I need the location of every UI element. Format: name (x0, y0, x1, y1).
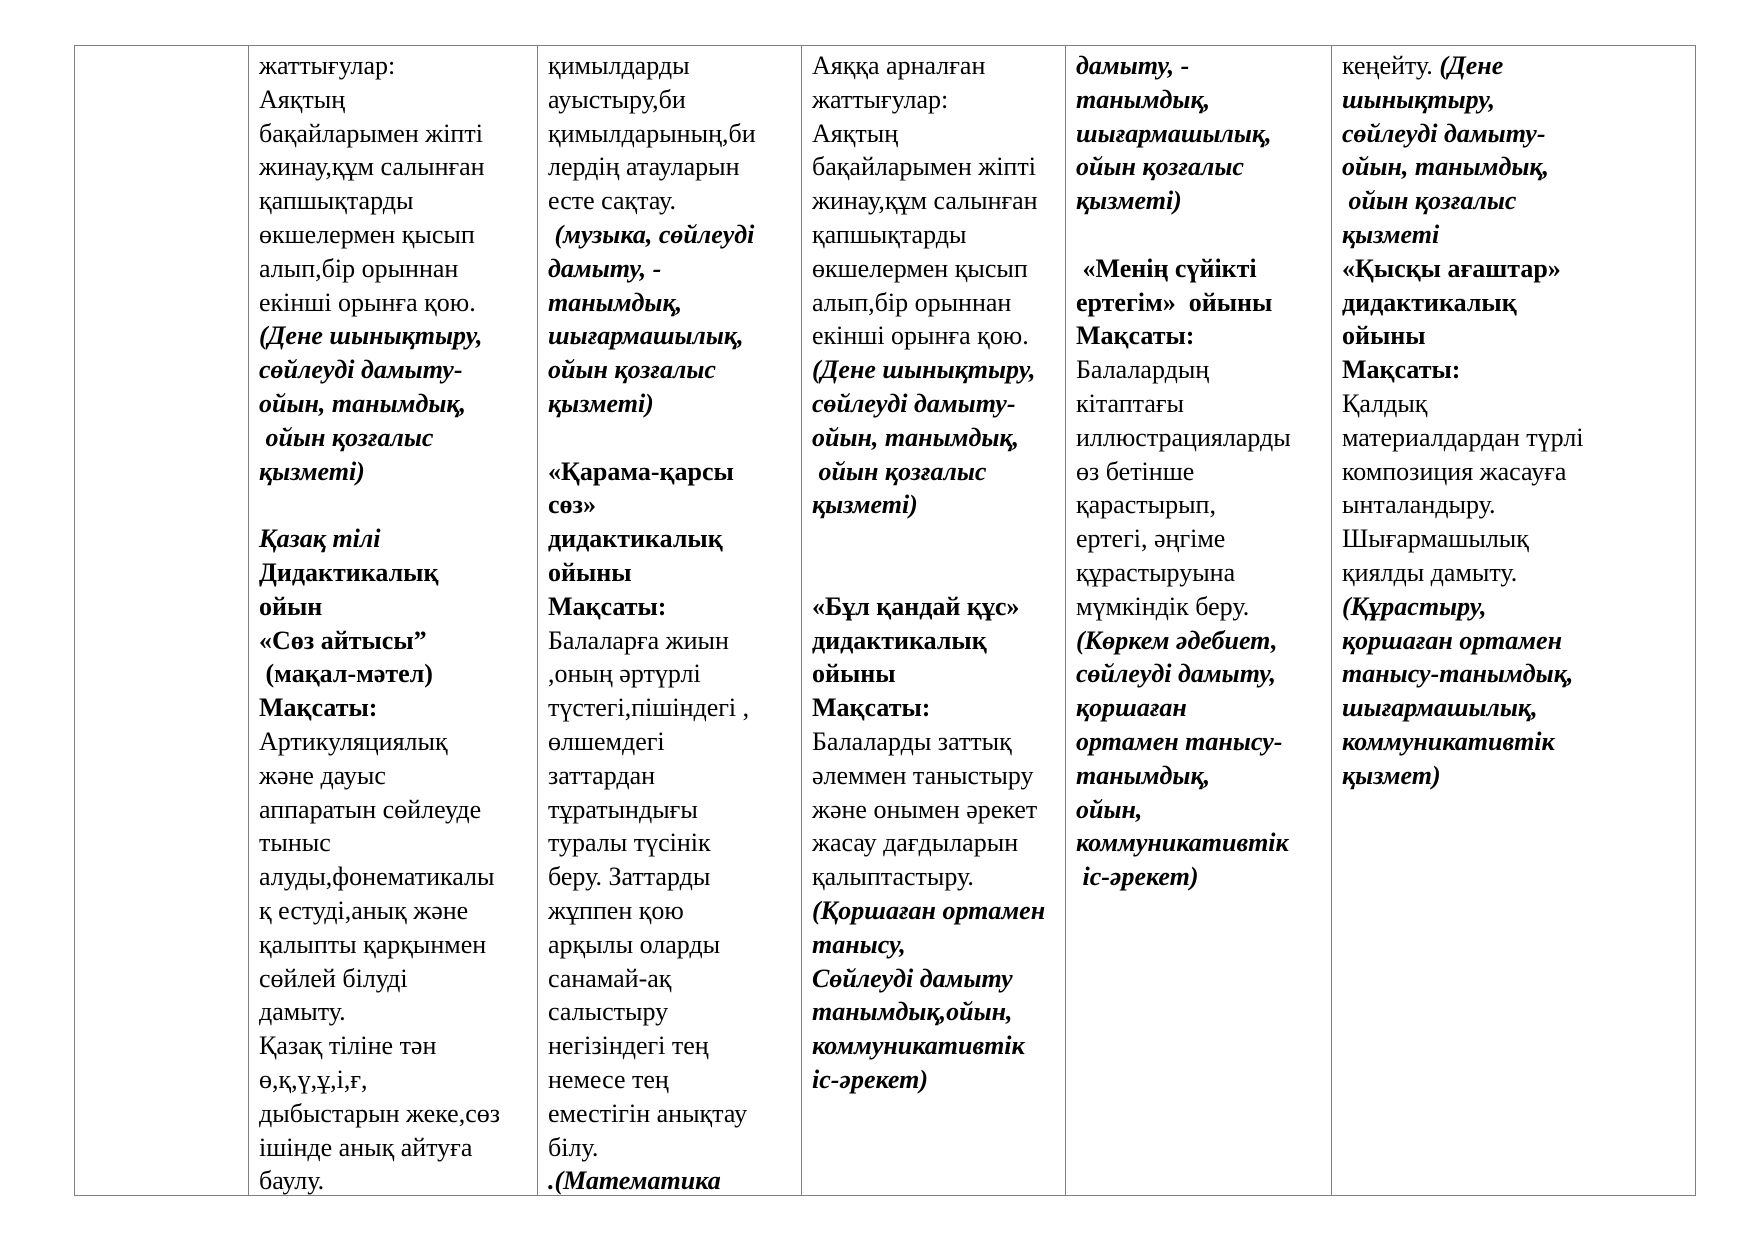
text-line: танымдық, (548, 287, 683, 317)
text-line: сөйлеуді дамыту- (812, 388, 1016, 418)
text-line: Мақсаты: (1342, 355, 1461, 385)
text-line: алып,бір орыннан (259, 253, 459, 283)
text-line: Дидактикалық (259, 557, 439, 587)
text-line: беру. Заттарды (548, 862, 711, 892)
text-line: .(Математика (548, 1166, 721, 1195)
text-line: қызметі) (548, 388, 654, 418)
text-line: «Сөз айтысы” (259, 625, 427, 655)
text-line: тұратындығы (548, 794, 698, 824)
text-line: негізіндегі тең (548, 1031, 709, 1061)
text-line: заттардан (548, 760, 656, 790)
text-line: (мақал-мәтел) (259, 659, 433, 689)
text-line: ойын қозғалыс (1342, 186, 1517, 216)
text-line: құрастыруына (1076, 557, 1236, 587)
text-line: ойын, (1076, 794, 1143, 824)
text-line: Мақсаты: (1076, 321, 1195, 351)
text-line: коммуникативтік (812, 1031, 1025, 1061)
table-cell-col-4 (802, 46, 1066, 1195)
text-line: алып,бір орыннан (812, 287, 1012, 317)
text-line: дидактикалық (548, 524, 723, 554)
text-line: жұппен қою (548, 895, 684, 925)
text-line: санамай-ақ (548, 963, 672, 993)
text-line: Қазақ тілі (259, 524, 381, 554)
text-line: өкшелермен қысып (812, 253, 1028, 283)
text-line: арқылы оларды (548, 929, 721, 959)
text-line: дамыту, - (1076, 51, 1190, 80)
text-line: ойыны (812, 659, 896, 689)
text-line: Шығармашылық (1342, 524, 1529, 554)
text-line: ойын, танымдық, (1342, 152, 1550, 182)
text-line (1076, 218, 1327, 252)
text-line: өкшелермен қысып (259, 219, 475, 249)
text-line: жаттығулар: (812, 84, 949, 114)
table-cell-col-6 (1332, 46, 1697, 1195)
text-line: бақайларымен жіпті (259, 118, 483, 148)
text-line: ойын қозғалыс (812, 456, 987, 486)
text-line: екінші орынға қою. (812, 321, 1029, 351)
text-line: дидактикалық (812, 625, 987, 655)
text-line: қалыптастыру. (812, 862, 974, 892)
text-line: ынталандыру. (1342, 490, 1496, 520)
text-line: Қалдық (1342, 388, 1428, 418)
text-line: қоршаған ортамен (1342, 625, 1563, 655)
text-line: «Менің сүйікті (1076, 253, 1257, 283)
text-line: кеңейту. (Дене (1342, 51, 1504, 80)
text-line: қызмет) (1342, 760, 1441, 790)
text-line: тыныс (259, 828, 331, 858)
text-line: еместігін анықтау (548, 1098, 748, 1128)
text-line: өлшемдегі (548, 726, 665, 756)
text-line: (Дене шынықтыру, (259, 321, 483, 351)
text-line: қызметі) (1076, 186, 1182, 216)
text-line: баулу. (259, 1166, 325, 1195)
text-line: сөз» (548, 490, 596, 520)
text-line: танымдық, (1076, 84, 1211, 114)
text-line: ө,қ,ү,ұ,і,ғ, (259, 1064, 368, 1094)
text-line (259, 488, 533, 522)
text-line: Мақсаты: (259, 693, 378, 723)
text-line: қарастырып, (1076, 490, 1216, 520)
text-line (812, 522, 1061, 556)
text-line: Мақсаты: (548, 591, 667, 621)
text-line: қызметі (1342, 219, 1440, 249)
text-line: Артикуляциялық (259, 726, 448, 756)
text-line: танымдық, (1076, 760, 1211, 790)
text-line: ойыны (1342, 321, 1426, 351)
text-line (548, 421, 797, 455)
text-line: Сөйлеуді дамыту (812, 963, 1013, 993)
text-line: салыстыру (548, 997, 669, 1027)
text-line: шығармашылық, (548, 321, 744, 351)
text-line: Балаларды заттық (812, 726, 1012, 756)
text-line: ойын қозғалыс (259, 422, 434, 452)
text-line: (Қоршаған ортамен (812, 895, 1046, 925)
text-line: қ естуді,анық және (259, 895, 469, 925)
text-line: танысу-танымдық, (1342, 659, 1574, 689)
text-line: іс-әрекет) (812, 1064, 928, 1094)
text-line: есте сақтау. (548, 186, 676, 216)
text-line: сөйлей білуді (259, 963, 408, 993)
lesson-plan-table (74, 45, 1696, 1196)
text-line: ойын қозғалыс (1076, 152, 1244, 182)
text-line: ,оның әртүрлі (548, 659, 701, 689)
text-line: Аяқтың (259, 84, 346, 114)
text-line: ертегім» ойыны (1076, 287, 1273, 317)
text-line: Балаларға жиын (548, 625, 729, 655)
text-line: жасау дағдыларын (812, 828, 1019, 858)
text-line: (Құрастыру, (1342, 591, 1487, 621)
text-line: қалыпты қарқынмен (259, 929, 487, 959)
text-line: шынықтыру, (1342, 84, 1496, 114)
text-line: танымдық,ойын, (812, 997, 1013, 1027)
text-line: материалдардан түрлі (1342, 422, 1584, 452)
table-cell-col-2 (249, 46, 538, 1195)
text-line: дыбыстарын жеке,сөз (259, 1098, 501, 1128)
text-line: «Қысқы ағаштар» (1342, 253, 1561, 283)
text-line: түстегі,пішіндегі , (548, 693, 750, 723)
text-line: қызметі) (259, 456, 365, 486)
text-line: Балалардың (1076, 355, 1210, 385)
text-line: жинау,құм салынған (812, 186, 1038, 216)
text-line: ойын қозғалыс (548, 355, 716, 385)
text-line: (Көркем әдебиет, (1076, 625, 1278, 655)
text-line: алуды,фонематикалы (259, 862, 495, 892)
text-line: және дауыс (259, 760, 386, 790)
text-line: және онымен әрекет (812, 794, 1038, 824)
text-line: ауыстыру,би (548, 84, 686, 114)
text-line: танысу, (812, 929, 906, 959)
text-line: өз бетінше (1076, 456, 1195, 486)
text-line: жаттығулар: (259, 51, 396, 80)
text-line: немесе тең (548, 1064, 669, 1094)
text-line: аппаратын сөйлеуде (259, 794, 482, 824)
text-line: жинау,құм салынған (259, 152, 485, 182)
text-line: екінші орынға қою. (259, 287, 476, 317)
text-line: қызметі) (812, 490, 918, 520)
text-line: ішінде анық айтуға (259, 1132, 473, 1162)
text-line: сөйлеуді дамыту- (259, 355, 463, 385)
text-line: «Қарама-қарсы (548, 456, 734, 486)
table-cell-col-3 (538, 46, 802, 1195)
text-line: туралы түсінік (548, 828, 711, 858)
text-line: кітаптағы (1076, 388, 1184, 418)
text-line: Аяққа арналған (812, 51, 986, 80)
text-line: қоршаған (1076, 693, 1187, 723)
text-line: әлеммен таныстыру (812, 760, 1034, 790)
text-line: қимылдарды (548, 51, 690, 80)
text-line: Қазақ тіліне тән (259, 1031, 437, 1061)
text-line: сөйлеуді дамыту, (1076, 659, 1277, 689)
text-line: (музыка, сөйлеуді (548, 219, 755, 249)
text-line: шығармашылық, (1076, 118, 1272, 148)
text-line: ойын (259, 591, 323, 621)
text-line: қапшықтарды (259, 186, 414, 216)
text-line: коммуникативтік (1076, 828, 1289, 858)
text-line: шығармашылық, (1342, 693, 1538, 723)
text-line: ойын, танымдық, (259, 388, 467, 418)
text-line: қимылдарының,би (548, 118, 756, 148)
text-line: коммуникативтік (1342, 726, 1555, 756)
text-line (812, 556, 1061, 590)
text-line: бақайларымен жіпті (812, 152, 1036, 182)
text-line: Аяқтың (812, 118, 899, 148)
text-line: сөйлеуді дамыту- (1342, 118, 1546, 148)
text-line: иллюстрацияларды (1076, 422, 1291, 452)
text-line: Мақсаты: (812, 693, 931, 723)
text-line: ертегі, әңгіме (1076, 524, 1226, 554)
text-line: ойыны (548, 557, 632, 587)
table-cell-col-5 (1066, 46, 1332, 1195)
text-line: (Дене шынықтыру, (812, 355, 1036, 385)
table-cell-col-1 (75, 46, 249, 1195)
text-line: ортамен танысу- (1076, 726, 1283, 756)
text-line: «Бұл қандай құс» (812, 591, 1020, 621)
text-line: мүмкіндік беру. (1076, 591, 1250, 621)
text-line: дамыту. (259, 997, 346, 1027)
text-line: лердің атауларын (548, 152, 740, 182)
text-line: дамыту, - (548, 253, 662, 283)
text-line: дидактикалық (1342, 287, 1517, 317)
text-line: ойын, танымдық, (812, 422, 1020, 452)
text-line: қиялды дамыту. (1342, 557, 1518, 587)
text-line: білу. (548, 1132, 599, 1162)
text-line: қапшықтарды (812, 219, 967, 249)
text-line: композиция жасауға (1342, 456, 1567, 486)
text-line: іс-әрекет) (1076, 862, 1199, 892)
